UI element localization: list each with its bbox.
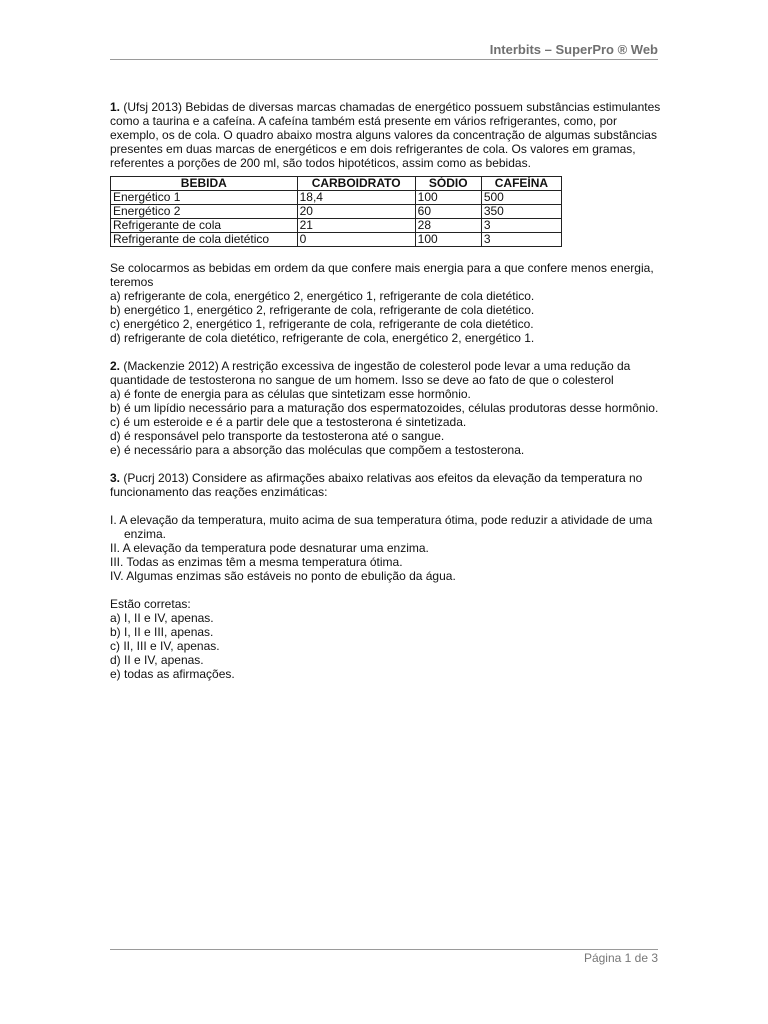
question-3-option-b: b) I, II e III, apenas.: [110, 625, 214, 639]
table-cell: Energético 2: [111, 205, 298, 219]
table-row: [111, 233, 562, 247]
table-header-cell: CAFEÍNA: [481, 177, 561, 191]
question-3-intro: [110, 471, 662, 499]
table-row: [111, 219, 562, 233]
table-cell: Energético 1: [111, 191, 298, 205]
question-2-option-b: b) é um lipídio necessário para a maturação dos espermatozoides, células produtoras desse hormônio.: [110, 401, 659, 415]
table-cell: 350: [481, 205, 561, 219]
question-3-prompt: Estão corretas:: [110, 597, 191, 611]
table-cell: 3: [481, 219, 561, 233]
table-cell: 28: [415, 219, 481, 233]
question-3-statement-iv: IV. Algumas enzimas são estáveis no ponto de ebulição da água.: [110, 569, 456, 583]
question-2: [110, 359, 662, 457]
question-1-option-c: c) energético 2, energético 1, refrigerante de cola, refrigerante de cola dietético.: [110, 317, 534, 331]
question-3-number: 3.: [110, 471, 121, 485]
page-number: Página 1 de 3: [583, 951, 658, 965]
question-2-option-c: c) é um esteroide e é a partir dele que a testosterona é sintetizada.: [110, 415, 467, 429]
table-cell: 21: [297, 219, 415, 233]
header-divider: [110, 59, 658, 60]
table-cell: 100: [415, 233, 481, 247]
footer-divider: [110, 949, 658, 950]
question-3-statement-ii: II. A elevação da temperatura pode desnaturar uma enzima.: [110, 541, 429, 555]
document-body: [110, 100, 662, 695]
question-3-option-e: e) todas as afirmações.: [110, 667, 235, 681]
question-1-option-b: b) energético 1, energético 2, refrigerante de cola, refrigerante de cola dietético.: [110, 303, 535, 317]
question-1-option-d: d) refrigerante de cola dietético, refrigerante de cola, energético 2, energético 1.: [110, 331, 535, 345]
table-row: [111, 191, 562, 205]
question-1-intro: [110, 100, 662, 170]
question-3-option-d: d) II e IV, apenas.: [110, 653, 204, 667]
question-2-option-a: a) é fonte de energia para as células que sintetizam esse hormônio.: [110, 387, 471, 401]
question-1-number: 1.: [110, 100, 121, 114]
question-2-text: (Mackenzie 2012) A restrição excessiva de ingestão de colesterol pode levar a uma redução da quantidade de testosterona no sangue de um homem. Isso se deve ao fato de que o colesterol: [110, 359, 631, 387]
table-row: [111, 205, 562, 219]
table-header-cell: BEBIDA: [111, 177, 298, 191]
question-3-statement-i: I. A elevação da temperatura, muito acima de sua temperatura ótima, pode reduzir a atividade de uma enzima.: [110, 513, 653, 541]
question-3-option-a: a) I, II e IV, apenas.: [110, 611, 214, 625]
question-1-text: (Ufsj 2013) Bebidas de diversas marcas chamadas de energético possuem substâncias estimulantes como a taurina e a cafeína. A cafeína também está presente em vários refrigerantes, como, por exemplo, os de cola. O quadro abaixo mostra alguns valores da concentração de algumas substâncias presentes em duas marcas de energéticos e em dois refrigerantes de cola. Os valores em gramas, referentes a porções de 200 ml, são todos hipotéticos, assim como as bebidas.: [110, 100, 661, 170]
page-header: Interbits – SuperPro ® Web: [489, 42, 658, 57]
table-header-cell: CARBOIDRATO: [297, 177, 415, 191]
question-2-intro: [110, 359, 662, 387]
question-3: [110, 471, 662, 681]
table-cell: 100: [415, 191, 481, 205]
question-3-statement-iii: III. Todas as enzimas têm a mesma temperatura ótima.: [110, 555, 403, 569]
table-cell: 3: [481, 233, 561, 247]
table-cell: 18,4: [297, 191, 415, 205]
question-3-text: (Pucrj 2013) Considere as afirmações abaixo relativas aos efeitos da elevação da temperatura no funcionamento das reações enzimáticas:: [110, 471, 643, 499]
question-1-option-a: a) refrigerante de cola, energético 2, energético 1, refrigerante de cola dietético.: [110, 289, 535, 303]
beverage-table: [110, 176, 562, 247]
table-cell: 60: [415, 205, 481, 219]
question-1-prompt: Se colocarmos as bebidas em ordem da que confere mais energia para a que confere menos energia, teremos: [110, 261, 654, 289]
table-cell: 0: [297, 233, 415, 247]
question-2-option-d: d) é responsável pelo transporte da testosterona até o sangue.: [110, 429, 445, 443]
table-header-cell: SÓDIO: [415, 177, 481, 191]
table-cell: Refrigerante de cola: [111, 219, 298, 233]
table-cell: Refrigerante de cola dietético: [111, 233, 298, 247]
table-header-row: [111, 177, 562, 191]
question-3-option-c: c) II, III e IV, apenas.: [110, 639, 220, 653]
question-1: [110, 100, 662, 345]
table-cell: 500: [481, 191, 561, 205]
table-cell: 20: [297, 205, 415, 219]
question-2-option-e: e) é necessário para a absorção das moléculas que compõem a testosterona.: [110, 443, 525, 457]
question-2-number: 2.: [110, 359, 121, 373]
